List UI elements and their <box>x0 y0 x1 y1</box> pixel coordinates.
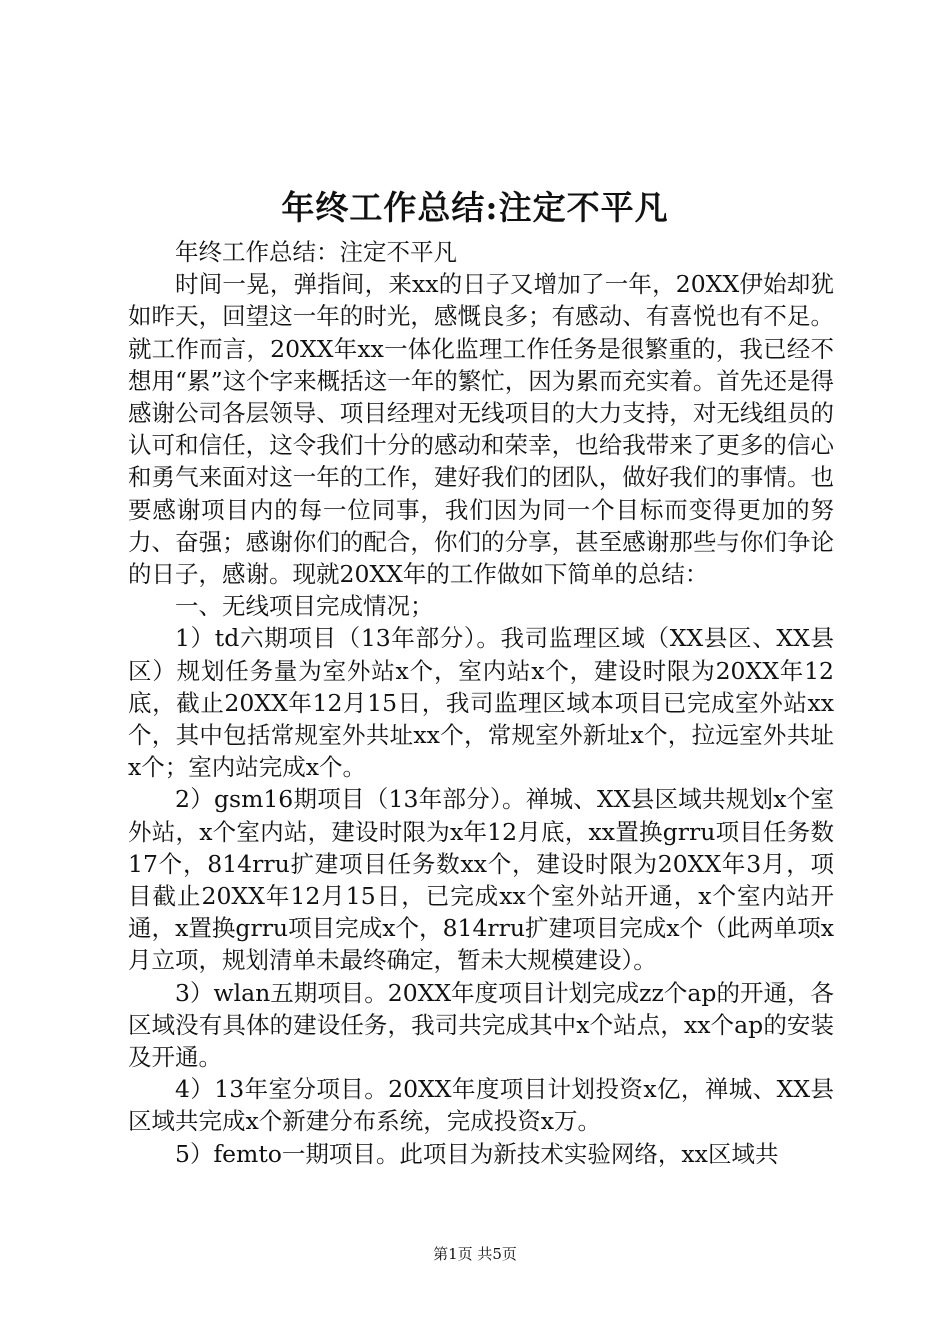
body-paragraph-item-4: 4）13年室分项目。20XX年度项目计划投资x亿，禅城、XX县区域共完成x个新建分布系统，完成投资x万。 <box>128 1075 834 1136</box>
body-paragraph-item-2: 2）gsm16期项目（13年部分）。禅城、XX县区域共规划x个室外站，x个室内站，建设时限为x年12月底，xx置换grru项目任务数17个，814rru扩建项目任务数xx个，建设时限为20XX年3月，项目截止20XX年12月15日，已完成xx个室外站开通，x个室内站开通，x置换grru项目完成x个，814rru扩建项目完成x个（此两单项x月立项，规划清单未最终确定，暂未大规模建设）。 <box>128 785 834 975</box>
page-footer: 第1页 共5页 <box>433 1245 517 1263</box>
body-paragraph-intro: 时间一晃，弹指间，来xx的日子又增加了一年，20XX伊始却犹如昨天，回望这一年的时光，感慨良多；有感动、有喜悦也有不足。就工作而言，20XX年xx一体化监理工作任务是很繁重的，我已经不想用“累”这个字来概括这一年的繁忙，因为累而充实着。首先还是得感谢公司各层领导、项目经理对无线项目的大力支持，对无线组员的认可和信任，这令我们十分的感动和荣幸，也给我带来了更多的信心和勇气来面对这一年的工作，建好我们的团队，做好我们的事情。也要感谢项目内的每一位同事，我们因为同一个目标而变得更加的努力、奋强；感谢你们的配合，你们的分享，甚至感谢那些与你们争论的日子，感谢。现就20XX年的工作做如下简单的总结： <box>128 270 834 589</box>
body-paragraph-item-1: 1）td六期项目（13年部分）。我司监理区域（XX县区、XX县区）规划任务量为室外站x个，室内站x个，建设时限为20XX年12底，截止20XX年12月15日，我司监理区域本项目已完成室外站xx个，其中包括常规室外共址xx个，常规室外新址x个，拉远室外共址x个；室内站完成x个。 <box>128 624 834 782</box>
document-body <box>128 236 834 1170</box>
body-paragraph-subtitle: 年终工作总结：注定不平凡 <box>175 238 457 266</box>
document-title: 年终工作总结:注定不平凡 <box>281 188 669 227</box>
body-paragraph-item-5: 5）femto一期项目。此项目为新技术实验网络，xx区域共 <box>175 1139 779 1168</box>
body-paragraph-item-3: 3）wlan五期项目。20XX年度项目计划完成zz个ap的开通，各区域没有具体的建设任务，我司共完成其中x个站点，xx个ap的安装及开通。 <box>128 978 834 1072</box>
section-heading-wireless: 一、无线项目完成情况； <box>175 592 434 621</box>
